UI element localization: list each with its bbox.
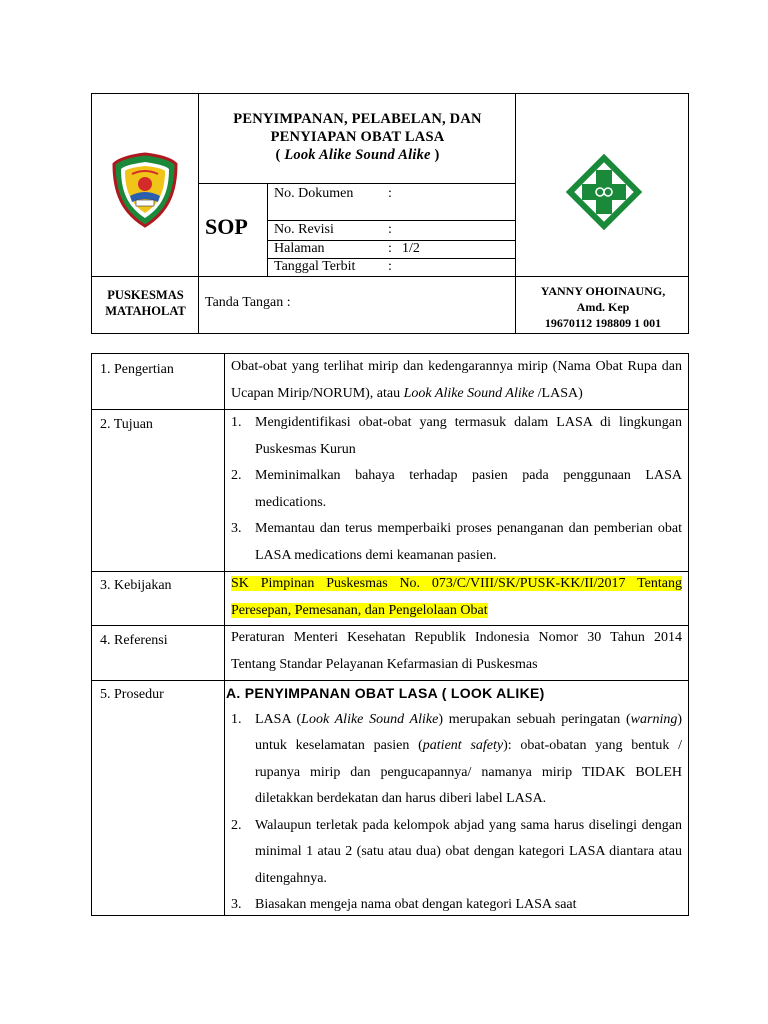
meta-colon: : <box>388 241 392 256</box>
list-item <box>231 516 682 569</box>
text-run-italic: Look Alike Sound Alike <box>301 711 439 727</box>
text-run: Obat-obat yang terlihat mirip dan kedengarannya mirip (Nama Obat Rupa dan Ucapan Mirip/NORUM), atau <box>231 359 682 401</box>
regional-government-crest-icon <box>112 152 178 228</box>
row-label-referensi: 4. Referensi <box>100 633 168 648</box>
signer-name: YANNY OHOINAUNG, <box>540 284 666 298</box>
meta-value: 1/2 <box>402 241 420 256</box>
list-item <box>231 892 682 919</box>
list-number: 1. <box>231 711 242 727</box>
row-label-pengertian: 1. Pengertian <box>100 362 174 377</box>
list-number: 1. <box>231 415 242 430</box>
meta-label: Halaman <box>274 241 325 256</box>
puskesmas-line: MATAHOLAT <box>105 304 186 318</box>
text-run: /LASA) <box>534 385 583 401</box>
puskesmas-line: PUSKESMAS <box>107 288 184 302</box>
paren: ) <box>430 147 440 163</box>
text-run: ) untuk keselamatan pasien ( <box>255 711 683 753</box>
row-label-prosedur: 5. Prosedur <box>100 687 164 702</box>
list-text: Meminimalkan bahaya terhadap pasien pada penggunaan LASA medications. <box>255 468 682 510</box>
header-divider <box>92 276 689 277</box>
sop-title-subtitle <box>199 146 516 164</box>
list-number: 3. <box>231 897 242 912</box>
pengertian-text <box>231 354 682 407</box>
column-divider <box>224 354 225 916</box>
list-item <box>231 707 682 813</box>
referensi-text: Peraturan Menteri Kesehatan Republik Indonesia Nomor 30 Tahun 2014 Tentang Standar Pelayanan Kefarmasian di Puskesmas <box>231 630 682 672</box>
signer-title: Amd. Kep <box>576 300 630 314</box>
signer-nip: 19670112 198809 1 001 <box>544 316 662 330</box>
meta-label: Tanggal Terbit <box>274 259 356 274</box>
list-text: Walaupun terletak pada kelompok abjad yang sama harus diselingi dengan minimal 1 atau 2 (satu atau dua) obat dengan kategori LASA diantara atau ditengahnya. <box>255 817 682 886</box>
meta-label: No. Dokumen <box>274 186 354 201</box>
list-number: 2. <box>231 817 242 833</box>
signature-label: Tanda Tangan : <box>205 295 291 310</box>
kebijakan-text <box>231 571 682 624</box>
sop-title <box>199 110 516 164</box>
sop-content-table <box>91 353 689 916</box>
row-label-kebijakan: 3. Kebijakan <box>100 578 172 593</box>
row-label-tujuan: 2. Tujuan <box>100 417 153 432</box>
list-item <box>231 813 682 893</box>
text-run: ): obat-obatan yang bentuk / rupanya mirip dan pengucapannya/ namanya mirip TIDAK BOLEH diletakkan berdekatan dan harus diberi label LASA. <box>255 738 682 806</box>
prosedur-heading: A. PENYIMPANAN OBAT LASA ( LOOK ALIKE) <box>226 685 545 701</box>
text-run: LASA ( <box>255 711 302 727</box>
sop-label: SOP <box>205 214 248 239</box>
meta-colon: : <box>388 222 392 237</box>
list-number: 3. <box>231 521 242 536</box>
list-text: Memantau dan terus memperbaiki proses penanganan dan pemberian obat LASA medications demi keamanan pasien. <box>255 521 682 563</box>
text-run-italic: warning <box>630 711 678 727</box>
puskesmas-green-cross-icon <box>566 154 642 230</box>
signer-block <box>516 283 690 331</box>
list-item <box>231 463 682 516</box>
text-run: ) merupakan sebuah peringatan ( <box>438 711 631 727</box>
highlighted-text: SK Pimpinan Puskesmas No. 073/C/VIII/SK/PUSK-KK/II/2017 Tentang Peresepan, Pemesanan, dan Pengelolaan Obat <box>231 576 682 618</box>
sop-header-table <box>91 93 689 334</box>
paren: ( <box>275 147 285 163</box>
sop-title-line: PENYIAPAN OBAT LASA <box>270 129 445 145</box>
header-divider <box>267 183 268 277</box>
list-item <box>231 410 682 463</box>
list-text: Mengidentifikasi obat-obat yang termasuk dalam LASA di lingkungan Puskesmas Kurun <box>255 415 682 457</box>
tujuan-list <box>231 410 682 569</box>
sop-title-line: PENYIMPANAN, PELABELAN, DAN <box>233 111 482 127</box>
text-run-italic: patient safety <box>422 738 504 753</box>
header-divider <box>198 183 515 184</box>
list-number: 2. <box>231 468 242 483</box>
meta-colon: : <box>388 259 392 274</box>
meta-colon: : <box>388 186 392 201</box>
meta-label: No. Revisi <box>274 222 334 237</box>
puskesmas-name <box>92 287 199 319</box>
prosedur-content <box>226 680 682 919</box>
list-text: Biasakan mengeja nama obat dengan kategori LASA saat <box>255 897 577 912</box>
text-run-italic: Look Alike Sound Alike <box>403 385 535 401</box>
subtitle-italic: Look Alike Sound Alike <box>284 147 431 163</box>
